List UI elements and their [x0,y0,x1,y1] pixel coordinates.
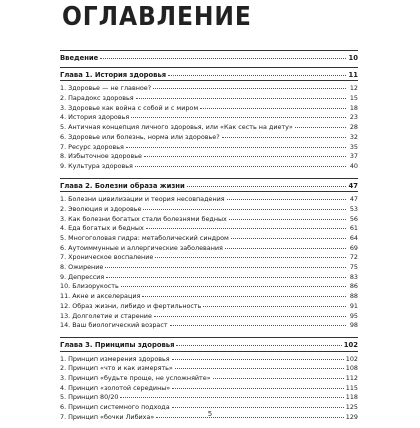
toc-entry-page: 129 [345,412,358,421]
dot-leader [172,388,344,389]
dot-leader [120,397,343,398]
toc-entry-label: 5. Античная концепция личного здоровья, или «Как сесть на диету» [60,123,293,132]
toc-entry-label: 9. Депрессия [60,272,105,281]
page-title: ОГЛАВЛЕНИЕ [62,2,252,32]
dot-leader [176,345,341,346]
toc-entry-page: 72 [349,253,358,262]
toc-entry[interactable] [60,195,358,205]
dot-leader [106,277,346,278]
toc-entry-page: 69 [349,243,358,252]
toc-entry-page: 115 [345,383,358,392]
toc-entry-label: 1. Болезни цивилизации и теория несовпадения [60,195,225,204]
toc-entry-label: 4. Принцип «золотой середины» [60,383,171,392]
toc-entry-page: 35 [349,142,358,151]
dot-leader [143,209,346,210]
dot-leader [105,267,346,268]
toc-entry[interactable] [60,374,358,384]
toc-entry-page: 125 [345,403,358,411]
dot-leader [144,156,346,157]
toc-entry-page: 95 [349,311,358,320]
toc-entry-page: 40 [349,161,358,170]
toc-entry-label: 6. Аутоиммунные и аллергические заболевания [60,243,223,252]
toc-entry-page: 86 [349,282,358,291]
toc-entry-label: 12. Образ жизни, либидо и фертильность [60,301,202,310]
dot-leader [170,325,346,326]
toc-entry-label: 6. Здоровье или болезнь, норма или здоровье? [60,132,220,141]
toc-entry[interactable] [60,263,358,273]
dot-leader [126,147,346,148]
toc-entry-page: 75 [349,263,358,272]
toc-entry-page: 18 [349,103,358,112]
toc-entry-label: 1. Здоровье — не главное? [60,84,152,93]
toc-entry[interactable] [60,104,358,114]
toc-entry-page: 83 [349,272,358,281]
toc-entry-page: 118 [345,393,358,402]
toc-entry-label: 4. История здоровья [60,113,130,122]
toc-entry[interactable] [60,355,358,365]
toc-entry-label: 2. Эволюция и здоровье [60,204,142,213]
toc-entry[interactable] [60,292,358,302]
toc-chapter-heading-page: 11 [348,70,358,79]
toc-entry[interactable] [60,113,358,123]
toc-entry[interactable] [60,94,358,104]
toc-entry-page: 32 [349,132,358,141]
toc-entry-page: 12 [349,84,358,93]
toc-entry-label: 9. Культура здоровья [60,161,133,170]
dot-leader [222,137,346,138]
toc-chapter-heading-label: Глава 3. Принципы здоровья [60,340,175,349]
toc-entry[interactable] [60,215,358,225]
toc-chapter-heading-page: 47 [348,181,358,190]
toc-entry-label: 1. Принцип измерения здоровья [60,354,170,363]
toc-entry[interactable] [60,282,358,292]
toc-entry-label: 6. Принцип системного подхода [60,403,170,411]
toc-entry[interactable] [60,253,358,263]
dot-leader [142,296,346,297]
toc-chapter-heading[interactable] [60,341,358,351]
dot-leader [295,127,346,128]
toc-entry-label: 11. Акне и акселерация [60,292,141,301]
dot-leader [213,378,344,379]
toc-entry-label: 3. Принцип «будьте проще, не усложняйте» [60,373,211,382]
dot-leader [172,359,344,360]
toc-entry[interactable] [60,234,358,244]
toc-entry[interactable] [60,384,358,394]
dot-leader [227,199,346,200]
dot-leader [225,248,346,249]
table-of-contents [60,50,358,428]
toc-entry[interactable] [60,224,358,234]
toc-entry-label: 5. Многоголовая гидра: метаболический синдром [60,234,229,242]
dot-leader [135,166,346,167]
toc-entry-page: 112 [345,373,358,382]
dot-leader [153,88,346,89]
toc-entry-label: 2. Принцип «что и как измерять» [60,364,173,373]
toc-entry-page: 28 [349,123,358,132]
dot-leader [172,407,344,408]
toc-entry-page: 15 [349,94,358,103]
toc-entry-label: 3. Здоровье как война с собой и с миром [60,103,199,112]
toc-entry-page: 108 [345,364,358,373]
toc-entry-page: 23 [349,113,358,122]
toc-entry-label: 8. Ожирение [60,263,104,272]
toc-entry-page: 102 [345,354,358,363]
toc-entry-page: 91 [349,301,358,310]
dot-leader [231,238,346,239]
toc-entry-page: 53 [349,204,358,213]
toc-entry-label: 7. Хроническое воспаление [60,253,154,262]
toc-entry[interactable] [60,152,358,162]
toc-entry[interactable] [60,162,358,172]
dot-leader [175,368,344,369]
toc-entry-label: 4. Еда богатых и бедных [60,224,144,233]
dot-leader [121,286,346,287]
dot-leader [229,219,346,220]
toc-entry-page: 88 [349,292,358,301]
toc-entry-page: 98 [349,321,358,330]
toc-entry[interactable] [60,302,358,312]
toc-entry[interactable] [60,205,358,215]
toc-entry[interactable] [60,84,358,94]
toc-entry-label: 3. Как болезни богатых стали болезнями бедных [60,214,227,223]
toc-chapter-heading-label: Глава 1. История здоровья [60,70,167,79]
toc-entry[interactable] [60,273,358,283]
toc-entry-page: 37 [349,152,358,161]
toc-chapter-heading[interactable] [60,182,358,192]
toc-entry[interactable] [60,133,358,143]
toc-entry-label: 7. Ресурс здоровья [60,142,124,151]
toc-entry-label: 5. Принцип 80/20 [60,393,119,402]
toc-chapter-heading-page: 102 [343,340,358,349]
toc-chapter-heading-label: Глава 2. Болезни образа жизни [60,181,185,190]
dot-leader [155,257,346,258]
dot-leader [146,228,346,229]
toc-entry[interactable] [60,393,358,403]
toc-entry[interactable] [60,244,358,254]
toc-entry-label: 13. Долголетие и старение [60,311,152,320]
toc-entry[interactable] [60,143,358,153]
toc-entry-page: 47 [349,195,358,204]
toc-entry-page: 61 [349,224,358,233]
dot-leader [187,186,346,187]
toc-entry-page: 64 [349,234,358,242]
toc-entry-label: 7. Принцип «бочки Либиха» [60,412,155,421]
spacer [60,422,358,428]
dot-leader [154,316,346,317]
toc-entry[interactable] [60,321,358,331]
dot-leader [168,75,346,76]
toc-entry-label: 10. Близорукость [60,282,119,291]
toc-intro-page: 10 [348,54,358,62]
dot-leader [136,98,346,99]
dot-leader [203,306,346,307]
toc-entry-page: 56 [349,214,358,223]
dot-leader [200,108,346,109]
toc-chapter-heading[interactable] [60,71,358,81]
toc-entry[interactable] [60,364,358,374]
toc-entry[interactable] [60,312,358,322]
toc-intro-label: Введение [60,54,99,62]
page-number: 5 [207,410,213,418]
toc-intro[interactable] [60,54,358,64]
toc-entry-label: 2. Парадокс здоровья [60,94,134,103]
toc-entry[interactable] [60,123,358,133]
dot-leader [131,117,346,118]
dot-leader [100,58,346,59]
toc-entry-label: 14. Ваш биологический возраст [60,321,168,330]
toc-entry-label: 8. Избыточное здоровье [60,152,142,161]
